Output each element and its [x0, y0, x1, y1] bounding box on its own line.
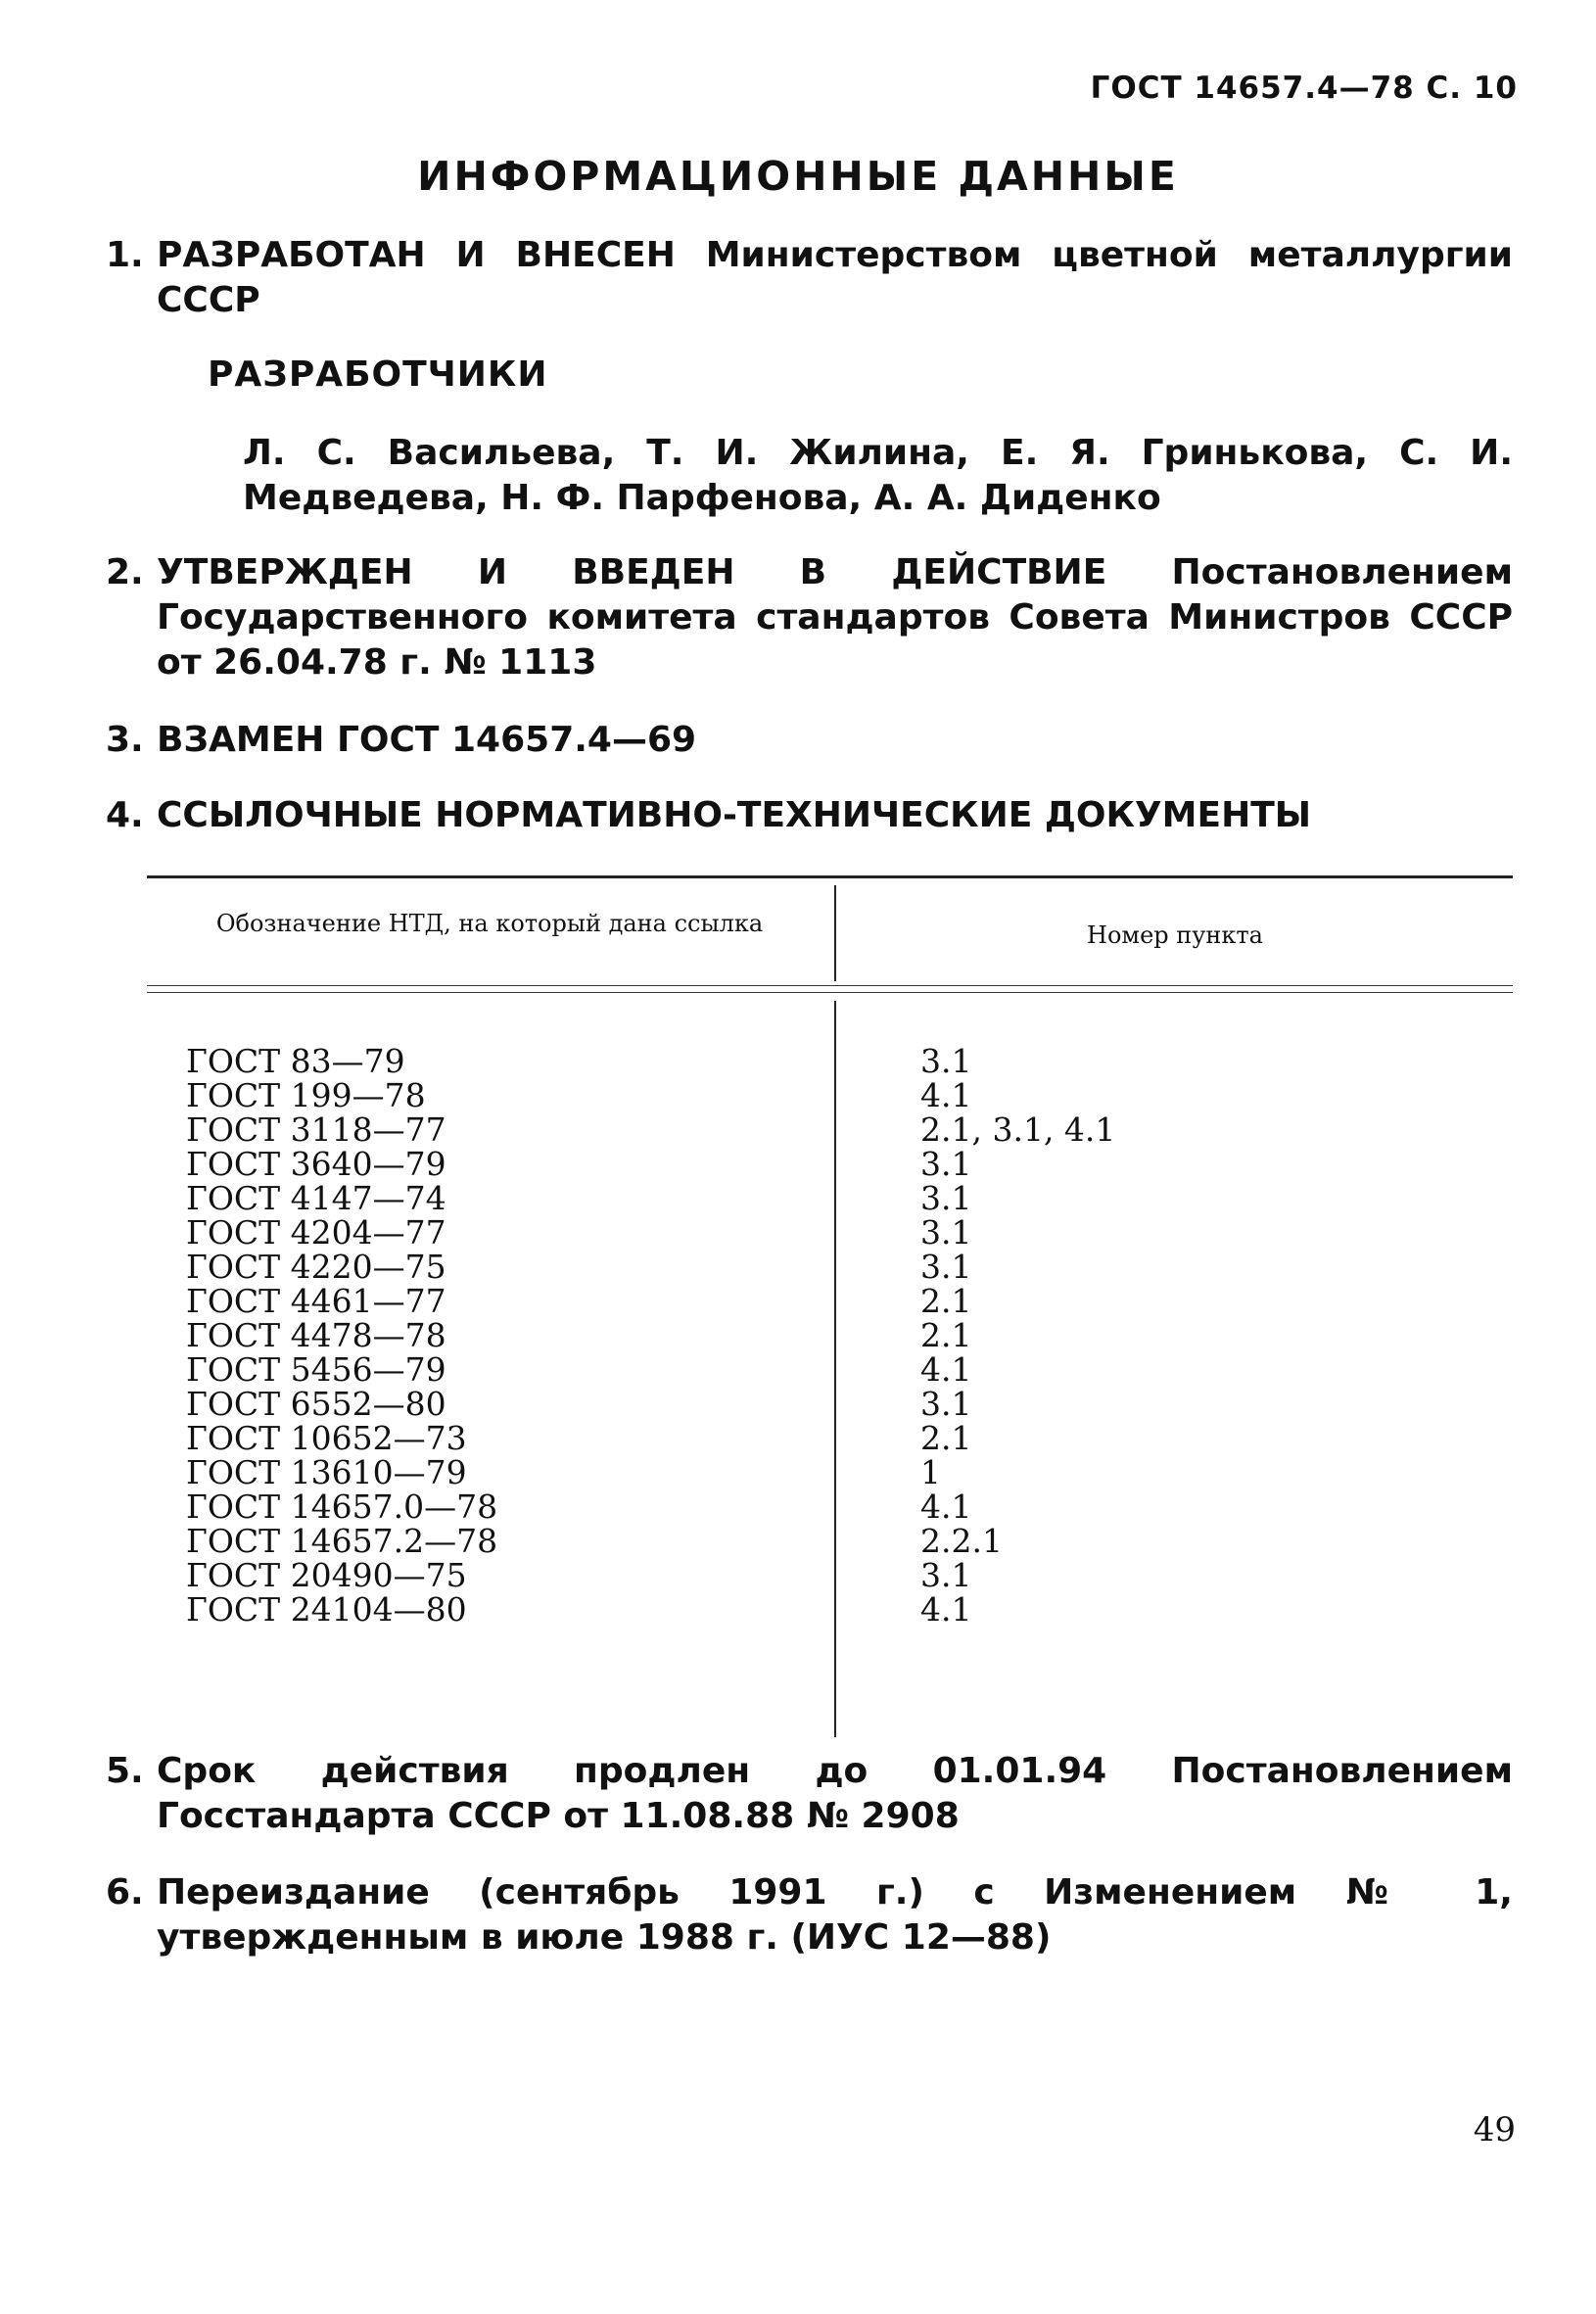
table-row-document: ГОСТ 10652—73 — [186, 1419, 467, 1457]
info-item-6 — [106, 1870, 1513, 1960]
table-row-document: ГОСТ 4204—77 — [186, 1213, 446, 1251]
developers-heading: РАЗРАБОТЧИКИ — [208, 354, 548, 395]
table-row-document: ГОСТ 13610—79 — [186, 1453, 467, 1491]
table-row-section: 3.1 — [920, 1248, 972, 1286]
developers-names: Л. С. Васильева, Т. И. Жилина, Е. Я. Гринькова, С. И. Медведева, Н. Ф. Парфенова, А. А. Диденко — [243, 433, 1513, 518]
item-text: УТВЕРЖДЕН И ВВЕДЕН В ДЕЙСТВИЕ Постановлением Государственного комитета стандартов Совета Министров СССР от 26.04.78 г. № 1113 — [157, 552, 1513, 683]
table-row-document: ГОСТ 5456—79 — [186, 1350, 446, 1389]
reference-documents-table — [147, 875, 1513, 1737]
column-header-section: Номер пункта — [1087, 921, 1263, 949]
table-row-section: 1 — [920, 1453, 941, 1491]
table-row-section: 3.1 — [920, 1179, 972, 1217]
item-text: Срок действия продлен до 01.01.94 Постановлением Госстандарта СССР от 11.08.88 № 2908 — [157, 1751, 1513, 1836]
page-title: ИНФОРМАЦИОННЫЕ ДАННЫЕ — [417, 153, 1179, 200]
table-row-section: 3.1 — [920, 1145, 972, 1183]
table-row-document: ГОСТ 4220—75 — [186, 1248, 446, 1286]
info-item-3 — [106, 718, 1513, 763]
table-row-section: 3.1 — [920, 1042, 972, 1080]
table-row-section: 4.1 — [920, 1590, 972, 1629]
info-item-2 — [106, 550, 1513, 685]
table-row-document: ГОСТ 4147—74 — [186, 1179, 446, 1217]
column-header-document: Обозначение НТД, на который дана ссылка — [215, 910, 764, 937]
table-row-document: ГОСТ 4478—78 — [186, 1316, 446, 1354]
item-text: ВЗАМЕН ГОСТ 14657.4—69 — [157, 720, 697, 760]
page-number: 49 — [1473, 2110, 1516, 2149]
table-top-rule — [147, 875, 1513, 878]
item-number: 5. — [106, 1751, 144, 1791]
table-row-section: 3.1 — [920, 1213, 972, 1251]
table-row-section: 4.1 — [920, 1076, 972, 1114]
table-row-section: 3.1 — [920, 1556, 972, 1594]
info-item-5 — [106, 1749, 1513, 1839]
item-number: 3. — [106, 720, 144, 760]
table-row-document: ГОСТ 14657.2—78 — [186, 1522, 498, 1560]
table-header-divider — [834, 885, 836, 981]
section-column — [920, 1044, 1115, 1627]
table-row-section: 2.1 — [920, 1282, 972, 1320]
table-body-divider — [834, 1001, 836, 1737]
item-text: ССЫЛОЧНЫЕ НОРМАТИВНО-ТЕХНИЧЕСКИЕ ДОКУМЕНТЫ — [157, 795, 1312, 835]
table-row-document: ГОСТ 83—79 — [186, 1042, 405, 1080]
item-text: Переиздание (сентябрь 1991 г.) с Изменением № 1, утвержденным в июле 1988 г. (ИУС 12—88) — [157, 1872, 1513, 1958]
table-row-section: 4.1 — [920, 1488, 972, 1526]
table-row-document: ГОСТ 4461—77 — [186, 1282, 446, 1320]
table-row-document: ГОСТ 24104—80 — [186, 1590, 467, 1629]
table-row-section: 2.1 — [920, 1316, 972, 1354]
table-row-document: ГОСТ 199—78 — [186, 1076, 426, 1114]
item-number: 4. — [106, 795, 144, 835]
item-text: РАЗРАБОТАН И ВНЕСЕН Министерством цветной металлургии СССР — [157, 235, 1513, 320]
document-column — [186, 1044, 497, 1627]
item-number: 6. — [106, 1872, 144, 1913]
table-row-document: ГОСТ 14657.0—78 — [186, 1488, 498, 1526]
info-item-1 — [106, 233, 1513, 323]
table-row-document: ГОСТ 20490—75 — [186, 1556, 467, 1594]
table-row-document: ГОСТ 3640—79 — [186, 1145, 446, 1183]
table-row-section: 4.1 — [920, 1350, 972, 1389]
info-item-4 — [106, 793, 1513, 838]
table-header-rule-double — [147, 992, 1513, 993]
table-row-section: 2.1, 3.1, 4.1 — [920, 1110, 1116, 1149]
table-row-section: 2.2.1 — [920, 1522, 1003, 1560]
table-row-section: 2.1 — [920, 1419, 972, 1457]
table-header-rule — [147, 985, 1513, 986]
item-number: 1. — [106, 235, 144, 275]
table-row-document: ГОСТ 3118—77 — [186, 1110, 446, 1149]
table-row-document: ГОСТ 6552—80 — [186, 1385, 446, 1423]
document-code-header: ГОСТ 14657.4—78 С. 10 — [1090, 71, 1518, 106]
item-number: 2. — [106, 552, 144, 592]
table-row-section: 3.1 — [920, 1385, 972, 1423]
